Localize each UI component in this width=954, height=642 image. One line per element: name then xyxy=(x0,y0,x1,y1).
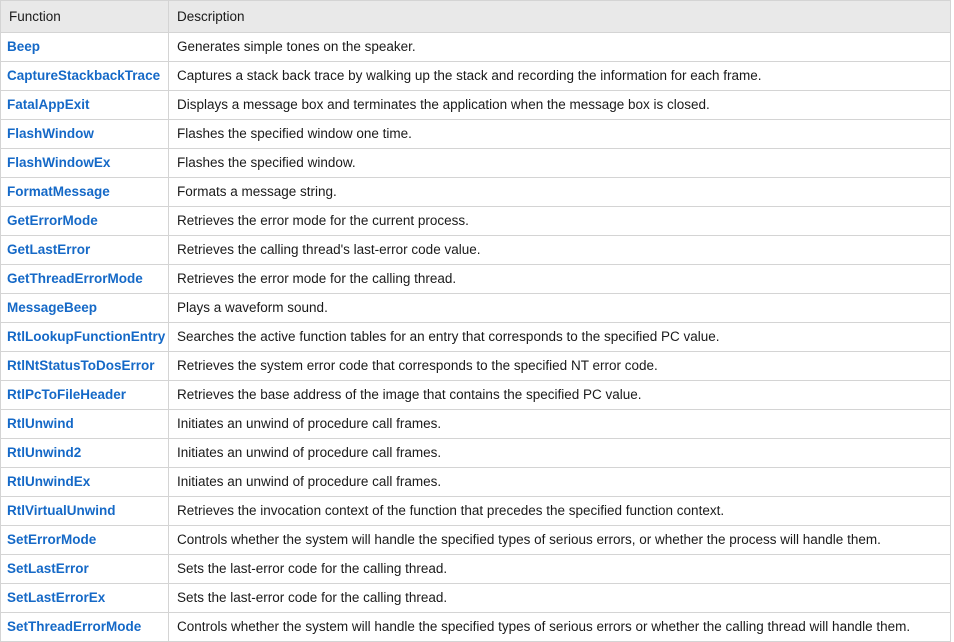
table-row xyxy=(1,381,951,410)
description-cell: Initiates an unwind of procedure call frames. xyxy=(169,439,951,468)
table-row xyxy=(1,265,951,294)
table-row xyxy=(1,91,951,120)
function-cell xyxy=(1,62,169,91)
function-cell xyxy=(1,149,169,178)
table-row xyxy=(1,236,951,265)
table-row xyxy=(1,526,951,555)
description-cell: Formats a message string. xyxy=(169,178,951,207)
description-cell: Retrieves the invocation context of the function that precedes the specified function context. xyxy=(169,497,951,526)
table-row xyxy=(1,497,951,526)
function-link[interactable]: RtlLookupFunctionEntry xyxy=(7,329,166,344)
table-row xyxy=(1,178,951,207)
table-header-row xyxy=(1,1,951,33)
function-cell xyxy=(1,120,169,149)
description-cell: Searches the active function tables for an entry that corresponds to the specified PC value. xyxy=(169,323,951,352)
column-header-function: Function xyxy=(1,1,169,33)
function-cell xyxy=(1,468,169,497)
function-cell xyxy=(1,236,169,265)
table-row xyxy=(1,33,951,62)
function-link[interactable]: FlashWindowEx xyxy=(7,155,111,170)
table-row xyxy=(1,294,951,323)
function-link[interactable]: RtlPcToFileHeader xyxy=(7,387,127,402)
function-cell xyxy=(1,33,169,62)
function-link[interactable]: FatalAppExit xyxy=(7,97,90,112)
function-cell xyxy=(1,584,169,613)
description-cell: Flashes the specified window. xyxy=(169,149,951,178)
table-row xyxy=(1,584,951,613)
description-cell: Retrieves the error mode for the calling thread. xyxy=(169,265,951,294)
function-link[interactable]: FlashWindow xyxy=(7,126,94,141)
function-link[interactable]: RtlUnwind xyxy=(7,416,74,431)
description-cell: Plays a waveform sound. xyxy=(169,294,951,323)
function-cell xyxy=(1,410,169,439)
function-link[interactable]: RtlUnwindEx xyxy=(7,474,91,489)
function-cell xyxy=(1,294,169,323)
table-row xyxy=(1,323,951,352)
function-cell xyxy=(1,497,169,526)
function-cell xyxy=(1,323,169,352)
function-cell xyxy=(1,439,169,468)
table-row xyxy=(1,555,951,584)
table-row xyxy=(1,62,951,91)
description-cell: Initiates an unwind of procedure call frames. xyxy=(169,468,951,497)
description-cell: Retrieves the error mode for the current process. xyxy=(169,207,951,236)
table-row xyxy=(1,468,951,497)
table-row xyxy=(1,207,951,236)
description-cell: Sets the last-error code for the calling thread. xyxy=(169,555,951,584)
table-row xyxy=(1,439,951,468)
function-link[interactable]: FormatMessage xyxy=(7,184,110,199)
function-link[interactable]: GetLastError xyxy=(7,242,91,257)
description-cell: Controls whether the system will handle the specified types of serious errors, or whether the process will handle them. xyxy=(169,526,951,555)
function-link[interactable]: MessageBeep xyxy=(7,300,98,315)
function-cell xyxy=(1,381,169,410)
function-link[interactable]: SetThreadErrorMode xyxy=(7,619,142,634)
function-link[interactable]: Beep xyxy=(7,39,41,54)
function-cell xyxy=(1,526,169,555)
function-cell xyxy=(1,178,169,207)
table-row xyxy=(1,120,951,149)
table-header xyxy=(1,1,951,33)
function-cell xyxy=(1,207,169,236)
table-row xyxy=(1,613,951,642)
table-body xyxy=(1,33,951,642)
table-row xyxy=(1,352,951,381)
description-cell: Flashes the specified window one time. xyxy=(169,120,951,149)
function-cell xyxy=(1,265,169,294)
table-row xyxy=(1,410,951,439)
function-cell xyxy=(1,555,169,584)
description-cell: Retrieves the system error code that corresponds to the specified NT error code. xyxy=(169,352,951,381)
function-link[interactable]: CaptureStackbackTrace xyxy=(7,68,161,83)
function-link[interactable]: RtlUnwind2 xyxy=(7,445,82,460)
description-cell: Controls whether the system will handle the specified types of serious errors or whether the calling thread will handle them. xyxy=(169,613,951,642)
description-cell: Retrieves the calling thread's last-error code value. xyxy=(169,236,951,265)
function-link[interactable]: SetLastError xyxy=(7,561,89,576)
function-cell xyxy=(1,613,169,642)
description-cell: Captures a stack back trace by walking up the stack and recording the information for each frame. xyxy=(169,62,951,91)
description-cell: Displays a message box and terminates the application when the message box is closed. xyxy=(169,91,951,120)
column-header-description: Description xyxy=(169,1,951,33)
description-cell: Initiates an unwind of procedure call frames. xyxy=(169,410,951,439)
function-link[interactable]: RtlVirtualUnwind xyxy=(7,503,116,518)
function-link[interactable]: SetLastErrorEx xyxy=(7,590,106,605)
description-cell: Sets the last-error code for the calling thread. xyxy=(169,584,951,613)
function-link[interactable]: SetErrorMode xyxy=(7,532,97,547)
function-cell xyxy=(1,91,169,120)
description-cell: Retrieves the base address of the image that contains the specified PC value. xyxy=(169,381,951,410)
table-row xyxy=(1,149,951,178)
function-cell xyxy=(1,352,169,381)
description-cell: Generates simple tones on the speaker. xyxy=(169,33,951,62)
function-link[interactable]: RtlNtStatusToDosError xyxy=(7,358,155,373)
function-link[interactable]: GetErrorMode xyxy=(7,213,98,228)
function-link[interactable]: GetThreadErrorMode xyxy=(7,271,143,286)
